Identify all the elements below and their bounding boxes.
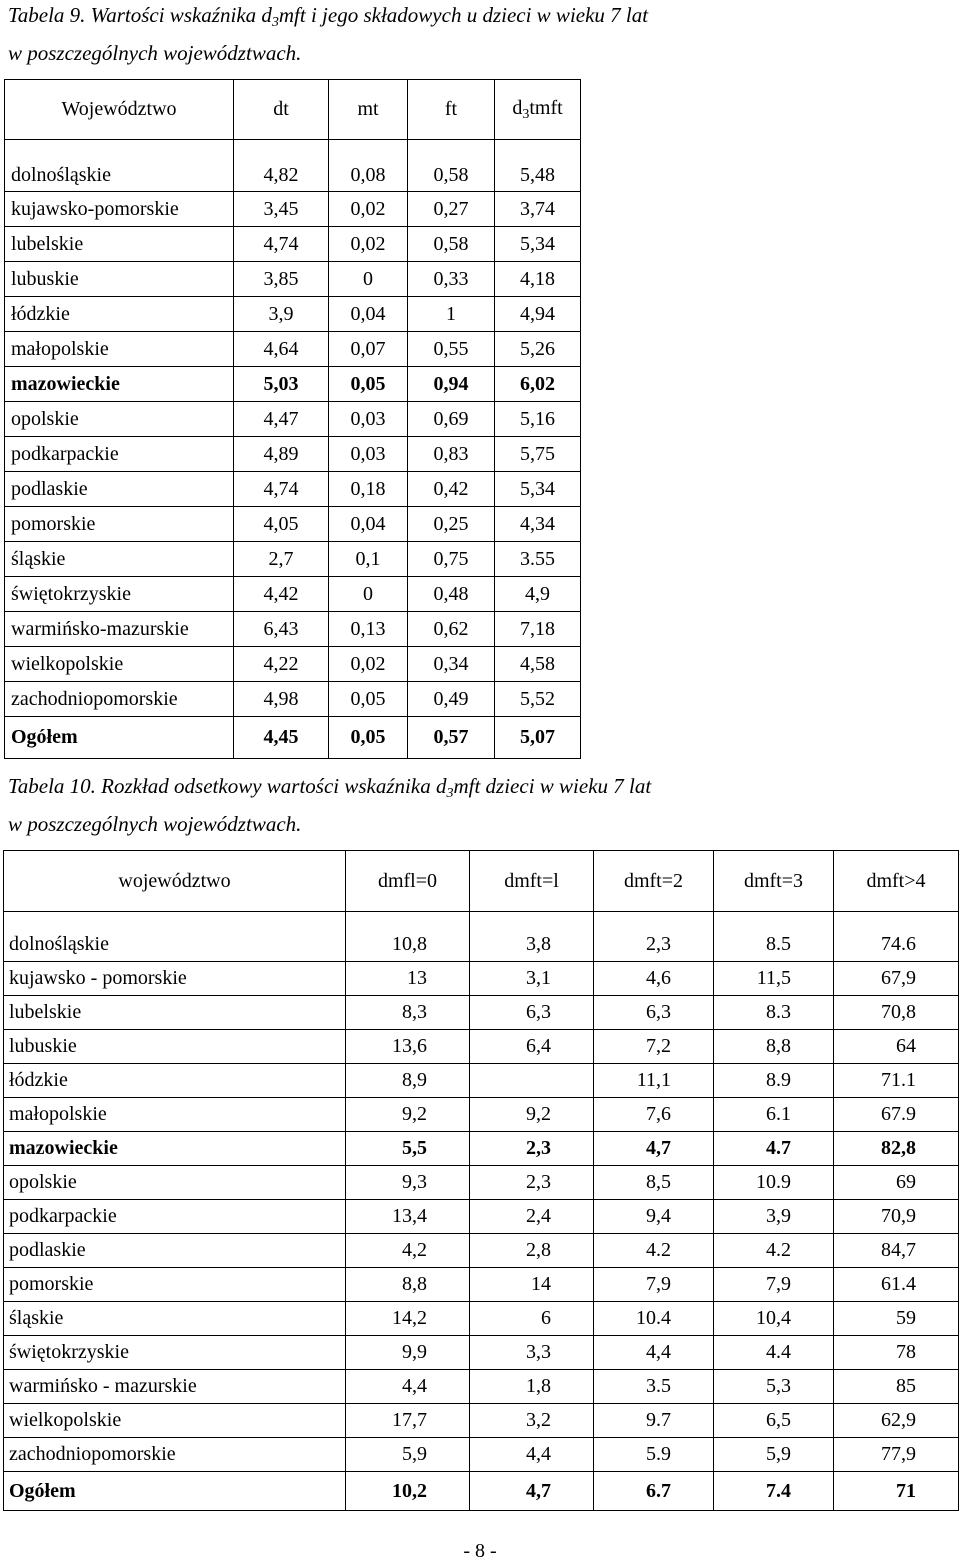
table9-cell-c1: 5,03 bbox=[234, 367, 329, 402]
table9-row bbox=[5, 192, 581, 227]
table9-cell-c3: 0,49 bbox=[408, 682, 495, 717]
table9-row bbox=[5, 367, 581, 402]
table9-cell-c4: 7,18 bbox=[495, 612, 581, 647]
table10-cell-c5: 62,9 bbox=[834, 1404, 959, 1438]
page-number: - 8 - bbox=[463, 1540, 497, 1562]
table10-cell-region: pomorskie bbox=[4, 1268, 346, 1302]
table9-row bbox=[5, 542, 581, 577]
table10-header-region: województwo bbox=[4, 851, 346, 912]
table10-row bbox=[4, 962, 959, 996]
table9-cell-c3: 0,75 bbox=[408, 542, 495, 577]
table9-row bbox=[5, 262, 581, 297]
table9-caption-text-b: mft i jego składowych u dzieci w wieku 7 lat bbox=[278, 3, 649, 27]
table10-header-dmft0: dmfl=0 bbox=[346, 851, 470, 912]
table9-cell-region: podkarpackie bbox=[5, 437, 234, 472]
table10-cell-region: zachodniopomorskie bbox=[4, 1438, 346, 1472]
table10-cell-c4: 11,5 bbox=[714, 962, 834, 996]
table9-row bbox=[5, 140, 581, 192]
table9-cell-c1: 4,74 bbox=[234, 227, 329, 262]
table9-cell-c4: 6,02 bbox=[495, 367, 581, 402]
table9-header-region: Województwo bbox=[5, 80, 234, 140]
table9-cell-c3: 0,69 bbox=[408, 402, 495, 437]
table9-cell-c1: 4,74 bbox=[234, 472, 329, 507]
table10-cell-c2: 6,4 bbox=[470, 1030, 594, 1064]
table10-row bbox=[4, 1064, 959, 1098]
table10-cell-region: warmińsko - mazurskie bbox=[4, 1370, 346, 1404]
table9-cell-c2: 0,07 bbox=[329, 332, 408, 367]
table10-cell-c2: 2,8 bbox=[470, 1234, 594, 1268]
table9 bbox=[4, 79, 581, 759]
table9-caption-subscript: 3 bbox=[271, 15, 279, 30]
table9-cell-c2: 0,02 bbox=[329, 647, 408, 682]
table10-cell-c2: 3,8 bbox=[470, 912, 594, 962]
table9-cell-c4: 4,94 bbox=[495, 297, 581, 332]
table10-cell-c5: 74.6 bbox=[834, 912, 959, 962]
table10-cell-c2: 2,4 bbox=[470, 1200, 594, 1234]
table9-total-c3: 0,57 bbox=[408, 717, 495, 759]
table9-cell-region: warmińsko-mazurskie bbox=[5, 612, 234, 647]
table10-cell-c2: 2,3 bbox=[470, 1166, 594, 1200]
table10-cell-c1: 13,6 bbox=[346, 1030, 470, 1064]
table10-row bbox=[4, 912, 959, 962]
table9-header-dmft-b: tmft bbox=[529, 96, 563, 119]
table10-cell-c5: 70,8 bbox=[834, 996, 959, 1030]
table10-row bbox=[4, 1404, 959, 1438]
table9-cell-c1: 6,43 bbox=[234, 612, 329, 647]
table9-row bbox=[5, 577, 581, 612]
table9-row bbox=[5, 647, 581, 682]
table10-cell-c5: 69 bbox=[834, 1166, 959, 1200]
table10-cell-c3: 2,3 bbox=[594, 912, 714, 962]
table10-row bbox=[4, 1370, 959, 1404]
table10-cell-c4: 8.3 bbox=[714, 996, 834, 1030]
table9-cell-c3: 0,42 bbox=[408, 472, 495, 507]
table9-cell-region: śląskie bbox=[5, 542, 234, 577]
table10-cell-c2: 3,2 bbox=[470, 1404, 594, 1438]
table9-cell-c3: 0,83 bbox=[408, 437, 495, 472]
table10-cell-c2: 6,3 bbox=[470, 996, 594, 1030]
table9-cell-c4: 5,75 bbox=[495, 437, 581, 472]
table10-cell-c3: 4,7 bbox=[594, 1132, 714, 1166]
table9-cell-c3: 0,62 bbox=[408, 612, 495, 647]
table10-cell-c2: 3,1 bbox=[470, 962, 594, 996]
table9-cell-c3: 0,94 bbox=[408, 367, 495, 402]
table9-cell-c4: 5,52 bbox=[495, 682, 581, 717]
table10-total-region: Ogółem bbox=[4, 1472, 346, 1511]
table9-cell-c1: 4,42 bbox=[234, 577, 329, 612]
table10-cell-c2: 9,2 bbox=[470, 1098, 594, 1132]
table9-header-row bbox=[5, 80, 581, 140]
table10-cell-c1: 9,3 bbox=[346, 1166, 470, 1200]
table9-cell-region: mazowieckie bbox=[5, 367, 234, 402]
table10-cell-c5: 71.1 bbox=[834, 1064, 959, 1098]
table10-cell-c1: 4,2 bbox=[346, 1234, 470, 1268]
table9-cell-region: małopolskie bbox=[5, 332, 234, 367]
table10-cell-c4: 8.9 bbox=[714, 1064, 834, 1098]
table10-cell-c2: 4,4 bbox=[470, 1438, 594, 1472]
table10-cell-c4: 4.2 bbox=[714, 1234, 834, 1268]
table10-row bbox=[4, 1200, 959, 1234]
table9-cell-region: kujawsko-pomorskie bbox=[5, 192, 234, 227]
table9-cell-region: pomorskie bbox=[5, 507, 234, 542]
table9-cell-region: wielkopolskie bbox=[5, 647, 234, 682]
table10-cell-c3: 7,9 bbox=[594, 1268, 714, 1302]
table10-cell-c2: 3,3 bbox=[470, 1336, 594, 1370]
table10-body bbox=[4, 851, 959, 1511]
table10-cell-c4: 5,9 bbox=[714, 1438, 834, 1472]
table9-body bbox=[5, 80, 581, 759]
table9-row bbox=[5, 472, 581, 507]
table10-header-dmft2: dmft=2 bbox=[594, 851, 714, 912]
table10-cell-c3: 4.2 bbox=[594, 1234, 714, 1268]
table9-cell-c2: 0,13 bbox=[329, 612, 408, 647]
table10-cell-c5: 67.9 bbox=[834, 1098, 959, 1132]
table9-cell-region: świętokrzyskie bbox=[5, 577, 234, 612]
table9-cell-c4: 5,16 bbox=[495, 402, 581, 437]
table10-cell-c3: 3.5 bbox=[594, 1370, 714, 1404]
table9-row bbox=[5, 332, 581, 367]
table10-cell-c1: 8,3 bbox=[346, 996, 470, 1030]
table10-cell-c1: 9,9 bbox=[346, 1336, 470, 1370]
table9-row bbox=[5, 612, 581, 647]
table10-cell-region: lubuskie bbox=[4, 1030, 346, 1064]
table10-caption-text-b: mft dzieci w wieku 7 lat bbox=[453, 774, 652, 798]
table10-cell-c2: 2,3 bbox=[470, 1132, 594, 1166]
table9-cell-region: podlaskie bbox=[5, 472, 234, 507]
table9-row bbox=[5, 437, 581, 472]
table9-cell-c1: 4,98 bbox=[234, 682, 329, 717]
table9-cell-region: lubelskie bbox=[5, 227, 234, 262]
table9-cell-region: opolskie bbox=[5, 402, 234, 437]
table10-cell-c4: 7,9 bbox=[714, 1268, 834, 1302]
table10-cell-region: podkarpackie bbox=[4, 1200, 346, 1234]
table9-header-dmft-sub: 3 bbox=[522, 106, 530, 122]
table9-header-dmft bbox=[495, 80, 581, 140]
table9-cell-c1: 3,45 bbox=[234, 192, 329, 227]
table9-total-c1: 4,45 bbox=[234, 717, 329, 759]
table10-cell-c1: 4,4 bbox=[346, 1370, 470, 1404]
table9-cell-c1: 4,47 bbox=[234, 402, 329, 437]
table10-cell-region: mazowieckie bbox=[4, 1132, 346, 1166]
table10-cell-region: wielkopolskie bbox=[4, 1404, 346, 1438]
table9-cell-c3: 1 bbox=[408, 297, 495, 332]
table9-cell-c4: 5,26 bbox=[495, 332, 581, 367]
table10-cell-region: śląskie bbox=[4, 1302, 346, 1336]
table9-cell-c2: 0,03 bbox=[329, 437, 408, 472]
table10-total-c3: 6.7 bbox=[594, 1472, 714, 1511]
table10-cell-region: łódzkie bbox=[4, 1064, 346, 1098]
table9-row bbox=[5, 507, 581, 542]
table9-cell-c4: 3.55 bbox=[495, 542, 581, 577]
table10-cell-c4: 6,5 bbox=[714, 1404, 834, 1438]
table9-cell-c1: 3,85 bbox=[234, 262, 329, 297]
table10-cell-c3: 5.9 bbox=[594, 1438, 714, 1472]
table9-cell-c3: 0,25 bbox=[408, 507, 495, 542]
table10-cell-c2: 6 bbox=[470, 1302, 594, 1336]
table9-cell-c1: 2,7 bbox=[234, 542, 329, 577]
table10-cell-c5: 59 bbox=[834, 1302, 959, 1336]
table10-cell-c5: 67,9 bbox=[834, 962, 959, 996]
table10-caption-line1 bbox=[8, 771, 651, 809]
table9-caption bbox=[8, 0, 648, 69]
table9-cell-c4: 4,9 bbox=[495, 577, 581, 612]
table9-cell-c4: 4,34 bbox=[495, 507, 581, 542]
table9-caption-line2: w poszczególnych województwach. bbox=[8, 41, 302, 65]
table10-total-c4: 7.4 bbox=[714, 1472, 834, 1511]
table10-cell-c5: 61.4 bbox=[834, 1268, 959, 1302]
table9-cell-c3: 0,33 bbox=[408, 262, 495, 297]
table10-cell-c5: 84,7 bbox=[834, 1234, 959, 1268]
table9-cell-region: łódzkie bbox=[5, 297, 234, 332]
table10-cell-c4: 6.1 bbox=[714, 1098, 834, 1132]
table9-cell-c2: 0,02 bbox=[329, 227, 408, 262]
table10-header-dmft1: dmft=l bbox=[470, 851, 594, 912]
table10-cell-region: małopolskie bbox=[4, 1098, 346, 1132]
table9-header-ft: ft bbox=[408, 80, 495, 140]
table10-cell-c4: 4.7 bbox=[714, 1132, 834, 1166]
table9-cell-c2: 0,08 bbox=[329, 140, 408, 192]
table9-cell-c1: 4,82 bbox=[234, 140, 329, 192]
table9-row bbox=[5, 682, 581, 717]
table10-header-dmft4: dmft>4 bbox=[834, 851, 959, 912]
table9-cell-c3: 0,34 bbox=[408, 647, 495, 682]
table10-cell-c3: 8,5 bbox=[594, 1166, 714, 1200]
table10-row bbox=[4, 1336, 959, 1370]
table9-cell-c4: 3,74 bbox=[495, 192, 581, 227]
table10-cell-c2: 14 bbox=[470, 1268, 594, 1302]
table10-cell-c3: 9.7 bbox=[594, 1404, 714, 1438]
table10-total-c1: 10,2 bbox=[346, 1472, 470, 1511]
table10-cell-region: świętokrzyskie bbox=[4, 1336, 346, 1370]
table9-cell-region: zachodniopomorskie bbox=[5, 682, 234, 717]
table10-cell-region: lubelskie bbox=[4, 996, 346, 1030]
table9-cell-c1: 3,9 bbox=[234, 297, 329, 332]
table10-cell-c2 bbox=[470, 1064, 594, 1098]
table10-cell-c3: 6,3 bbox=[594, 996, 714, 1030]
table9-cell-c3: 0,58 bbox=[408, 140, 495, 192]
table9-header-dt: dt bbox=[234, 80, 329, 140]
table9-cell-c1: 4,64 bbox=[234, 332, 329, 367]
table10-cell-region: kujawsko - pomorskie bbox=[4, 962, 346, 996]
table10-cell-c5: 85 bbox=[834, 1370, 959, 1404]
table9-total-c4: 5,07 bbox=[495, 717, 581, 759]
table9-cell-region: lubuskie bbox=[5, 262, 234, 297]
table10-cell-c4: 4.4 bbox=[714, 1336, 834, 1370]
table10-cell-c3: 7,2 bbox=[594, 1030, 714, 1064]
table10-cell-c1: 17,7 bbox=[346, 1404, 470, 1438]
table9-cell-c2: 0,03 bbox=[329, 402, 408, 437]
table10-cell-c4: 3,9 bbox=[714, 1200, 834, 1234]
table9-total-row bbox=[5, 717, 581, 759]
table10-row bbox=[4, 1302, 959, 1336]
table9-cell-c2: 0,18 bbox=[329, 472, 408, 507]
table10-caption bbox=[8, 771, 651, 840]
table9-header-mt: mt bbox=[329, 80, 408, 140]
table9-caption-text-a: Tabela 9. Wartości wskaźnika d bbox=[8, 3, 272, 27]
table9-row bbox=[5, 227, 581, 262]
table9-cell-c2: 0,1 bbox=[329, 542, 408, 577]
table9-caption-line1 bbox=[8, 0, 648, 38]
table10-cell-c1: 8,8 bbox=[346, 1268, 470, 1302]
table10-cell-c1: 8,9 bbox=[346, 1064, 470, 1098]
table9-total-region: Ogółem bbox=[5, 717, 234, 759]
table10-cell-c1: 13,4 bbox=[346, 1200, 470, 1234]
table10-cell-c3: 4,6 bbox=[594, 962, 714, 996]
table9-cell-c2: 0,05 bbox=[329, 367, 408, 402]
table10-row bbox=[4, 996, 959, 1030]
table9-cell-c2: 0,05 bbox=[329, 682, 408, 717]
table10-row bbox=[4, 1098, 959, 1132]
table9-cell-region: dolnośląskie bbox=[5, 140, 234, 192]
table10-cell-c3: 4,4 bbox=[594, 1336, 714, 1370]
table10-row bbox=[4, 1030, 959, 1064]
table10-cell-c4: 5,3 bbox=[714, 1370, 834, 1404]
table9-cell-c1: 4,05 bbox=[234, 507, 329, 542]
table10-cell-c1: 5,5 bbox=[346, 1132, 470, 1166]
table10-row bbox=[4, 1234, 959, 1268]
table10-total-row bbox=[4, 1472, 959, 1511]
table10-cell-c5: 70,9 bbox=[834, 1200, 959, 1234]
table10-cell-c1: 9,2 bbox=[346, 1098, 470, 1132]
table10-cell-region: opolskie bbox=[4, 1166, 346, 1200]
table9-cell-c2: 0,04 bbox=[329, 297, 408, 332]
table9-cell-c4: 4,58 bbox=[495, 647, 581, 682]
table10 bbox=[3, 850, 959, 1511]
table10-cell-c3: 9,4 bbox=[594, 1200, 714, 1234]
table9-cell-c4: 4,18 bbox=[495, 262, 581, 297]
table9-cell-c2: 0,02 bbox=[329, 192, 408, 227]
table10-cell-c5: 77,9 bbox=[834, 1438, 959, 1472]
table10-cell-region: dolnośląskie bbox=[4, 912, 346, 962]
table10-cell-c3: 10.4 bbox=[594, 1302, 714, 1336]
table10-cell-region: podlaskie bbox=[4, 1234, 346, 1268]
table9-cell-c3: 0,27 bbox=[408, 192, 495, 227]
table9-cell-c4: 5,34 bbox=[495, 227, 581, 262]
table9-total-c2: 0,05 bbox=[329, 717, 408, 759]
table9-cell-c3: 0,58 bbox=[408, 227, 495, 262]
table10-caption-subscript: 3 bbox=[446, 786, 454, 801]
table10-cell-c4: 10,4 bbox=[714, 1302, 834, 1336]
table10-cell-c2: 1,8 bbox=[470, 1370, 594, 1404]
table10-header-row bbox=[4, 851, 959, 912]
table9-cell-c1: 4,22 bbox=[234, 647, 329, 682]
table10-row bbox=[4, 1166, 959, 1200]
table10-cell-c1: 5,9 bbox=[346, 1438, 470, 1472]
table10-cell-c5: 82,8 bbox=[834, 1132, 959, 1166]
table9-cell-c4: 5,34 bbox=[495, 472, 581, 507]
table9-row bbox=[5, 402, 581, 437]
table10-cell-c4: 10.9 bbox=[714, 1166, 834, 1200]
table10-cell-c4: 8,8 bbox=[714, 1030, 834, 1064]
table9-cell-c4: 5,48 bbox=[495, 140, 581, 192]
table10-cell-c3: 7,6 bbox=[594, 1098, 714, 1132]
table10-cell-c1: 14,2 bbox=[346, 1302, 470, 1336]
table10-row bbox=[4, 1438, 959, 1472]
table10-header-dmft3: dmft=3 bbox=[714, 851, 834, 912]
table10-row bbox=[4, 1268, 959, 1302]
table9-cell-c2: 0 bbox=[329, 577, 408, 612]
table9-header-dmft-a: d bbox=[512, 96, 523, 119]
table9-cell-c3: 0,48 bbox=[408, 577, 495, 612]
table9-cell-c2: 0,04 bbox=[329, 507, 408, 542]
table10-cell-c3: 11,1 bbox=[594, 1064, 714, 1098]
table10-total-c5: 71 bbox=[834, 1472, 959, 1511]
table10-cell-c1: 10,8 bbox=[346, 912, 470, 962]
table9-cell-c2: 0 bbox=[329, 262, 408, 297]
table9-cell-c3: 0,55 bbox=[408, 332, 495, 367]
table10-cell-c5: 64 bbox=[834, 1030, 959, 1064]
table10-cell-c1: 13 bbox=[346, 962, 470, 996]
table9-cell-c1: 4,89 bbox=[234, 437, 329, 472]
table10-row bbox=[4, 1132, 959, 1166]
table10-total-c2: 4,7 bbox=[470, 1472, 594, 1511]
table9-row bbox=[5, 297, 581, 332]
table10-caption-line2: w poszczególnych województwach. bbox=[8, 812, 302, 836]
table10-caption-text-a: Tabela 10. Rozkład odsetkowy wartości wskaźnika d bbox=[8, 774, 447, 798]
table10-cell-c4: 8.5 bbox=[714, 912, 834, 962]
table10-cell-c5: 78 bbox=[834, 1336, 959, 1370]
